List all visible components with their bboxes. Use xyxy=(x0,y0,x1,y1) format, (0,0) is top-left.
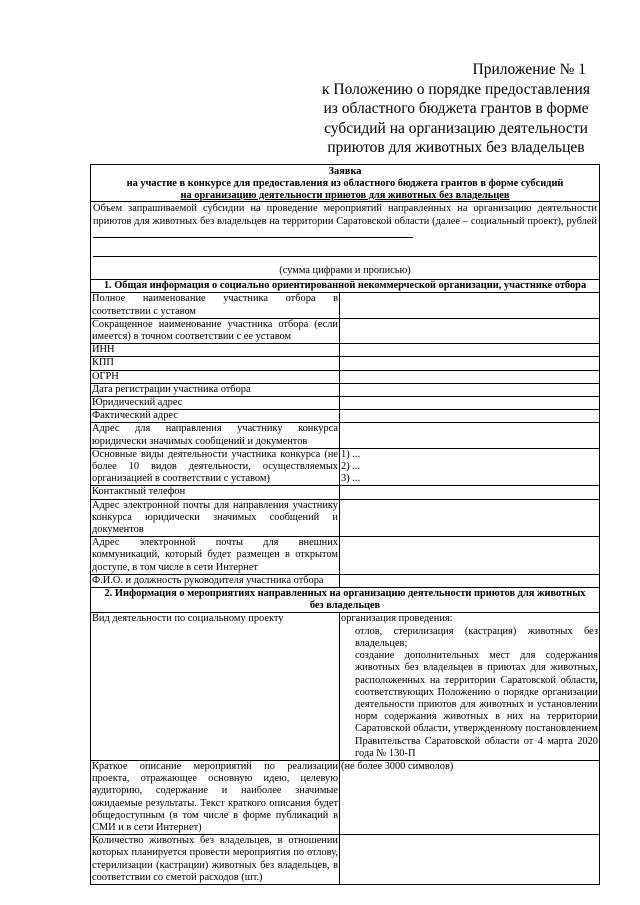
row-label: Контактный телефон xyxy=(91,486,340,498)
form-subtitle-line: на участие в конкурсе для предоставления из областного бюджета грантов в форме субсидий xyxy=(126,177,564,189)
table-row xyxy=(91,319,599,344)
table-row xyxy=(91,537,599,575)
subsidy-request-text: Объем запрашиваемой субсидии на проведение мероприятий направленных на организацию деятельности приютов для животных без владельцев на территории Саратовской области (далее – социальный проект), xyxy=(93,203,597,227)
table-row xyxy=(91,371,599,384)
table-row xyxy=(91,575,599,588)
row-label: ИНН xyxy=(91,344,340,356)
form-title-block xyxy=(91,165,599,202)
activity-item: 2) ... xyxy=(341,461,361,473)
activity-type-intro: организация проведения: xyxy=(341,613,453,625)
row-label: Фактический адрес xyxy=(91,410,340,422)
section2-title: 2. Информация о мероприятиях направленных на организацию деятельности приютов для животных без владельцев xyxy=(91,588,599,613)
appendix-line: к Положению о порядке предоставления xyxy=(322,80,590,98)
row-label: Сокращенное наименование участника отбора (если имеется) в точном соответствии с ее уставом xyxy=(92,318,338,343)
row-label: Адрес для направления участнику конкурса юридически значимых сообщений и документов xyxy=(92,423,338,447)
table-row xyxy=(91,384,599,397)
table-row xyxy=(91,613,599,760)
appendix-number: Приложение № 1 xyxy=(472,61,586,78)
row-value-field[interactable] xyxy=(340,575,599,587)
table-row xyxy=(91,423,599,448)
row-value-field[interactable] xyxy=(340,397,599,409)
table-row xyxy=(91,449,599,487)
activity-type-item: создание дополнительных мест для содержания животных без владельцев в приютах для животных, расположенных на территории Саратовской области, соответствующих Положению о порядке организации деятельности приютов для животных и установлении норм содержания животных в них на территории Саратовской области, утвержденному постановлением Правительства Саратовской области от 4 марта 2020 года № 130-П xyxy=(355,650,598,759)
application-form xyxy=(90,164,600,885)
row-label: Ф.И.О. и должность руководителя участника отбора xyxy=(91,575,340,587)
row-label: Юридический адрес xyxy=(91,397,340,409)
summary-field[interactable] xyxy=(340,761,599,834)
appendix-line: приютов для животных без владельцев xyxy=(327,139,585,156)
row-label: Вид деятельности по социальному проекту xyxy=(91,613,340,759)
table-row xyxy=(91,500,599,538)
row-label: Краткое описание мероприятий по реализации проекта, отражающее основную идею, целевую аудиторию, содержание и наиболее значимые ожидаемые результаты. Текст краткого описания будет общедоступным (в том числе в форме публикаций в СМИ и в сети Интернет) xyxy=(92,760,338,833)
section1-title: 1. Общая информация о социально ориентированной некоммерческой организации, участнике отбора xyxy=(91,280,599,293)
appendix-line: субсидий на организацию деятельности xyxy=(324,119,588,137)
row-label: Дата регистрации участника отбора xyxy=(91,384,340,396)
row-value-field[interactable] xyxy=(340,486,599,498)
row-value-field[interactable] xyxy=(340,410,599,422)
activity-item: 3) ... xyxy=(341,473,361,485)
table-row xyxy=(91,397,599,410)
row-label: Количество животных без владельцев, в отношении которых планируется провести мероприятия по отлову, стерилизации (кастрации) животных без владельцев, в соответствии со сметой расходов (шт.) xyxy=(92,835,338,883)
currency-word: рублей xyxy=(566,215,597,227)
row-value-field[interactable] xyxy=(340,319,599,343)
subsidy-amount-words-field[interactable] xyxy=(93,244,597,257)
table-row xyxy=(91,410,599,423)
row-label: Адрес электронной почты для направления участнику конкурса юридически значимых сообщений и документов xyxy=(92,499,338,536)
activity-type-item: отлов, стерилизация (кастрация) животных без владельцев; xyxy=(355,625,598,649)
row-label: Основные виды деятельности участника конкурса (не более 10 видов деятельности, осуществляемых организацией в соответствии с уставом) xyxy=(92,448,338,485)
appendix-line: из областного бюджета грантов в форме xyxy=(323,100,589,117)
row-value-field[interactable] xyxy=(340,344,599,356)
table-row xyxy=(91,293,599,318)
activity-item: 1) ... xyxy=(341,448,361,460)
form-title: Заявка xyxy=(328,166,362,177)
table-row xyxy=(91,835,599,884)
row-label: Адрес электронной почты для внешних коммуникаций, который будет размещен в открытом доступе, в том числе в сети Интернет xyxy=(92,537,338,573)
table-row xyxy=(91,486,599,499)
form-subtitle-line: на организацию деятельности приютов для животных без владельцев xyxy=(180,189,510,201)
row-value-field[interactable] xyxy=(340,500,599,537)
row-value-field[interactable] xyxy=(340,357,599,369)
table-row xyxy=(91,344,599,357)
table-row xyxy=(91,761,599,835)
row-value-field[interactable] xyxy=(340,537,599,574)
appendix-header xyxy=(312,60,600,158)
row-label: КПП xyxy=(91,357,340,369)
activity-list-field[interactable] xyxy=(340,449,599,486)
row-value-field[interactable] xyxy=(340,423,599,447)
row-label: Полное наименование участника отбора в соответствии с уставом xyxy=(92,293,338,317)
row-value-field[interactable] xyxy=(340,384,599,396)
animals-count-field[interactable] xyxy=(340,835,599,884)
activity-type-value xyxy=(340,613,599,759)
subsidy-request-block xyxy=(91,202,599,280)
row-label: ОГРН xyxy=(91,371,340,383)
row-value-field[interactable] xyxy=(340,293,599,317)
sum-caption: (сумма цифрами и прописью) xyxy=(279,265,411,276)
table-row xyxy=(91,357,599,370)
summary-hint: (не более 3000 символов) xyxy=(341,760,454,772)
subsidy-amount-field[interactable] xyxy=(93,228,413,238)
row-value-field[interactable] xyxy=(340,371,599,383)
